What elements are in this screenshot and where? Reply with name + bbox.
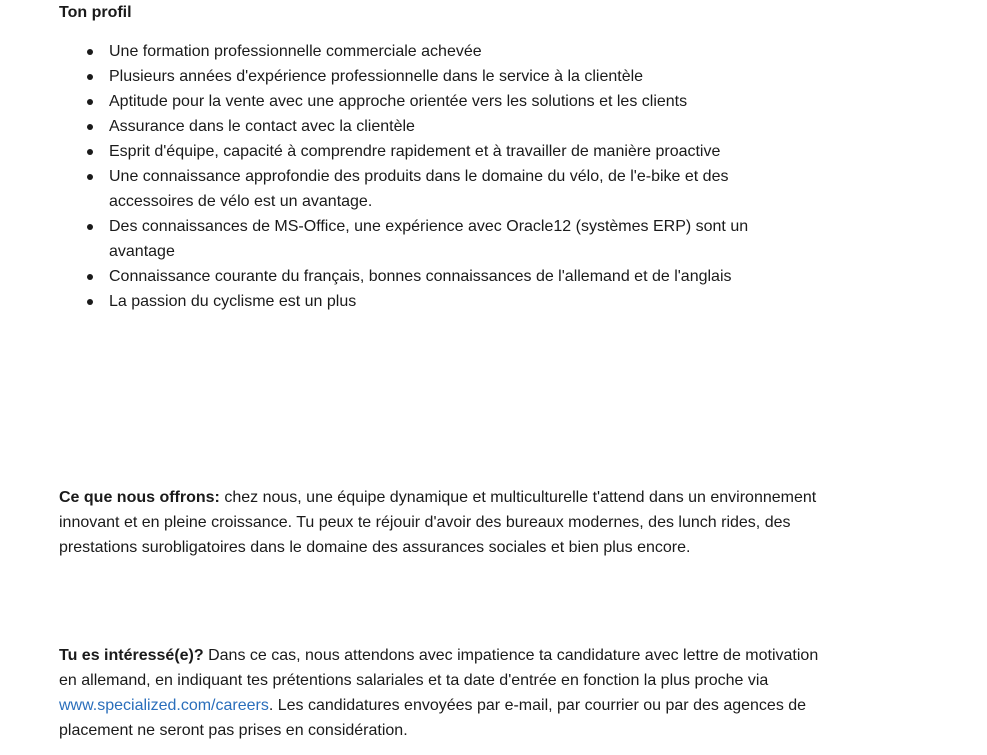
list-item bbox=[59, 39, 769, 64]
interest-text-before: Dans ce cas, nous attendons avec impatience ta candidature avec lettre de motivation en allemand, en indiquant tes prétentions salariales et ta date d'entrée en fonction la plus proche via bbox=[59, 647, 819, 689]
interest-text-after: . Les candidatures envoyées par e-mail, par courrier ou par des agences de placement ne seront pas prises en considération. bbox=[59, 697, 807, 739]
bullet-icon bbox=[87, 99, 93, 105]
bullet-icon bbox=[87, 299, 93, 305]
list-item-text: Assurance dans le contact avec la clientèle bbox=[109, 118, 415, 135]
list-item bbox=[59, 264, 769, 289]
list-item-text: La passion du cyclisme est un plus bbox=[109, 293, 357, 310]
bullet-icon bbox=[87, 224, 93, 230]
list-item bbox=[59, 89, 769, 114]
list-item bbox=[59, 214, 769, 264]
list-item bbox=[59, 114, 769, 139]
list-item-text: Connaissance courante du français, bonnes connaissances de l'allemand et de l'anglais bbox=[109, 268, 732, 285]
list-item-text: Plusieurs années d'expérience professionnelle dans le service à la clientèle bbox=[109, 68, 644, 85]
bullet-icon bbox=[87, 274, 93, 280]
list-item bbox=[59, 139, 769, 164]
offer-text: chez nous, une équipe dynamique et multiculturelle t'attend dans un environnement innovant et en pleine croissance. Tu peux te réjouir d'avoir des bureaux modernes, des lunch rides, des prestations surobligatoires dans le domaine des assurances sociales et bien plus encore. bbox=[59, 489, 817, 556]
offer-paragraph bbox=[59, 485, 819, 560]
job-description bbox=[59, 0, 819, 739]
bullet-icon bbox=[87, 149, 93, 155]
profile-heading: Ton profil bbox=[59, 4, 132, 21]
list-item-text: Esprit d'équipe, capacité à comprendre rapidement et à travailler de manière proactive bbox=[109, 143, 721, 160]
bullet-icon bbox=[87, 49, 93, 55]
list-item-text: Aptitude pour la vente avec une approche orientée vers les solutions et les clients bbox=[109, 93, 688, 110]
bullet-icon bbox=[87, 124, 93, 130]
list-item-text: Des connaissances de MS-Office, une expérience avec Oracle12 (systèmes ERP) sont un avantage bbox=[109, 218, 749, 260]
list-item-text: Une connaissance approfondie des produits dans le domaine du vélo, de l'e-bike et des accessoires de vélo est un avantage. bbox=[109, 168, 729, 210]
interest-paragraph bbox=[59, 643, 819, 743]
bullet-icon bbox=[87, 74, 93, 80]
profile-list bbox=[59, 39, 819, 314]
list-item-text: Une formation professionnelle commerciale achevée bbox=[109, 43, 482, 60]
bullet-icon bbox=[87, 174, 93, 180]
list-item bbox=[59, 164, 769, 214]
offer-label: Ce que nous offrons: bbox=[59, 489, 220, 506]
careers-link[interactable]: www.specialized.com/careers bbox=[59, 697, 269, 714]
list-item bbox=[59, 64, 769, 89]
interest-label: Tu es intéressé(e)? bbox=[59, 647, 204, 664]
list-item bbox=[59, 289, 769, 314]
